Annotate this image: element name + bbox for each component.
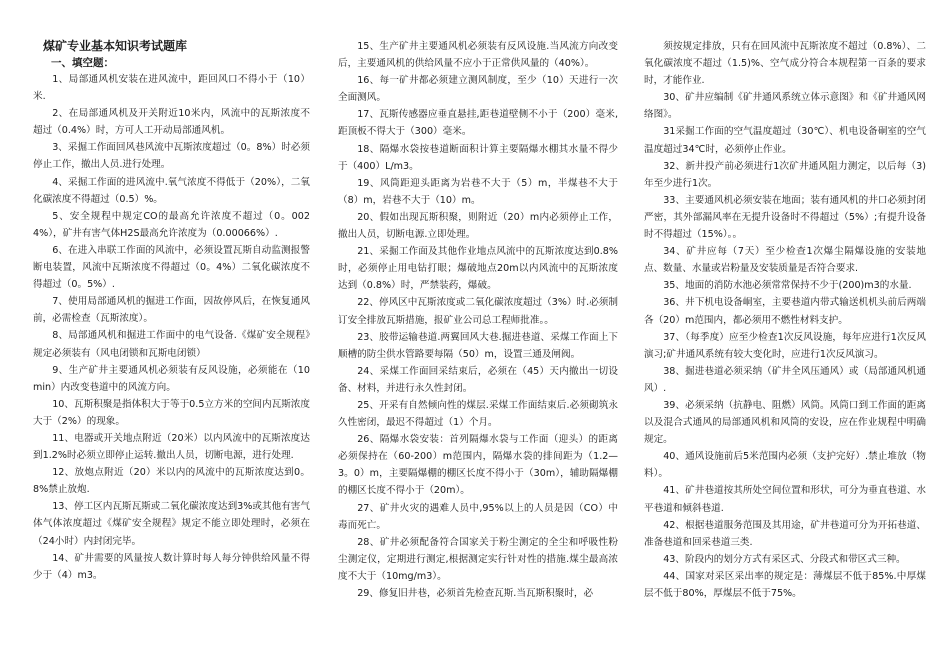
question-item: 29、修复旧井巷，必须首先检查瓦斯.当瓦斯积聚时，必 [357, 588, 594, 599]
question-item: 32、新井投产前必须进行1次矿井通风阻力测定，以后每（3)年至少进行1次。 [644, 160, 926, 189]
question-item: 39、必须采纳（抗静电、阻燃）风筒。风筒口到工作面的距离以及混合式通风的局部通风机和风筒的安设，应在作业规程中明确规定。 [644, 399, 926, 446]
question-item: 22、停风区中瓦斯浓度或二氧化碳浓度超过（3%）时.必须制订安全排放瓦斯措施，报矿业公司总工程师批准。。 [338, 297, 618, 326]
question-item: 须按规定排放，只有在回风流中瓦斯浓度不超过（0.8%）、二氧化碳浓度不超过（1.5)%、空气成分符合本规程第一百条的要求时，才能作业. [644, 41, 926, 87]
question-item: 43、阶段内的划分方式有采区式、分段式和带区式三种。 [663, 553, 906, 565]
question-item: 28、矿井必须配备符合国家关于粉尘测定的全尘和呼吸性粉尘测定仪，定期进行测定,根据测定实行针对性的措施.煤尘最高浓度不大于（10mg/m3）。 [338, 536, 618, 582]
question-item: 27、矿井火灾的遇难人员中,95%以上的人员是因（CO）中毒而死亡。 [338, 502, 618, 531]
question-item: 7、使用局部通风机的掘进工作面，因故停风后，在恢复通风前，必需检查（瓦斯浓度）。 [33, 296, 310, 325]
question-item: 11、电器或开关地点附近（20米）以内风流中的瓦斯浓度达到1.2%时必须立即停止运转.撤出人员，切断电源，进行处理. [33, 432, 310, 462]
question-item: 13、停工区内瓦斯瓦斯或二氧化碳浓度达到3%或其他有害气体气体浓度超过《煤矿安全规程》规定不能立即处理时，必须在（24小时）内封闭完毕。 [33, 501, 310, 547]
question-item: 4、采掘工作面的进风流中.氧气浓度不得低于（20%），二氧化碳浓度不得超过（0.5）%。 [33, 176, 310, 205]
question-item: 40、通风设施前后5米范围内必须（支护完好）.禁止堆放（物料）。 [644, 451, 926, 480]
question-item: 14、矿井需要的风量按人数计算时每人每分钟供给风量不得少于（4）m3。 [33, 552, 310, 581]
question-item: 10、瓦斯积聚是指体积大于等于0.5立方米的空间内瓦斯浓度大于（2%）的现象。 [33, 398, 310, 427]
question-item: 17、瓦斯传感器应垂直悬挂,距巷道壁侧不小于（200）毫米,距顶板不得大于（300）毫米。 [338, 109, 618, 138]
question-item: 26、隔爆水袋安装：首列隔爆水袋与工作面（迎头）的距离必须保持在（60-200）m范围内，隔爆水袋的排间距为（1.2—3。0）m，主要隔爆棚的棚区长度不得小于（30m），辅助隔爆棚的棚区长度不得小于（20m）。 [338, 434, 618, 497]
question-item: 34、矿井应每（7天）至少检查1次爆尘隔爆设施的安装地点、数量、水量或岩粉量及安装质量是否符合要求. [644, 246, 926, 275]
question-item: 33、主要通风机必须安装在地面；装有通风机的井口必须封闭严密，其外部漏风率在无提升设备时不得超过（5%）;有提升设备时不得超过（15%）。。 [644, 194, 926, 241]
document-title: 煤矿专业基本知识考试题库 [43, 39, 188, 53]
question-item: 36、井下机电设备峒室，主要巷道内带式输送机机头前后两端各（20）m范围内，都必须用不燃性材料支护。 [644, 297, 926, 326]
question-item: 25、开采有自然倾向性的煤层.采煤工作面结束后.必须砌筑永久性密闭，最迟不得超过（1）个月。 [338, 399, 618, 429]
question-item: 20、假如出现瓦斯积聚，则附近（20）m内必须停止工作，撤出人员，切断电源.立即处理。 [338, 211, 618, 241]
question-item: 38、掘进巷道必须采纳（矿井全风压通风）或（局部通风机通风）. [644, 365, 926, 394]
question-item: 19、风筒距迎头距离为岩巷不大于（5）m，半煤巷不大于（8）m，岩巷不大于（10）m。 [338, 177, 618, 206]
question-item: 9、生产矿井主要通风机必须装有反风设施，必须能在（10min）内改变巷道中的风流方向。 [33, 364, 310, 393]
question-list-middle [338, 38, 618, 602]
question-item: 18、隔爆水袋按巷道断面积计算主要隔爆水棚其水量不得少于（400）L/m3。 [338, 143, 618, 172]
question-item: 31采掘工作面的空气温度超过（30℃）、机电设备硐室的空气温度超过34℃时，必须停止作业。 [644, 126, 926, 155]
question-item: 35、地面的消防水池必须常常保持不少于(200)m3的水量. [663, 280, 912, 292]
question-item: 15、生产矿井主要通风机必须装有反风设施.当风流方向改变后，主要通风机的供给风量不应小于正常供风量的（40%）。 [338, 41, 618, 70]
question-item: 23、胶带运输巷道.两翼回风大巷.掘进巷道、采煤工作面上下顺槽的防尘供水管路要每隔（50）m，设置三通及闸阀。 [338, 331, 618, 360]
column-middle [338, 38, 618, 602]
question-item: 5、安全规程中规定CO的最高允许浓度不超过（0。0024%），矿井有害气体H2S最高允许浓度为（0.00066%）. [33, 210, 310, 239]
question-item: 6、在进入串联工作面的风流中，必须设置瓦斯自动监测报警断电装置，风流中瓦斯浓度不得超过（0。4%）二氧化碳浓度不得超过（0。5%）. [33, 244, 310, 291]
question-item: 37、（每季度）应至少检查1次反风设施，每年应进行1次反风演习;矿井通风系统有较大变化时，应进行1次反风演习。 [644, 331, 926, 360]
question-list-right [644, 38, 926, 602]
column-left [33, 38, 310, 584]
question-item: 2、在局部通风机及开关附近10米内，风流中的瓦斯浓度不超过（0.4%）时，方可人工开动局部通风机。 [33, 108, 310, 137]
question-item: 30、矿井应编制《矿井通风系统立体示意图》和《矿井通风网络图》。 [644, 92, 926, 121]
question-item: 16、每一矿井都必须建立测风制度，至少（10）天进行一次全面测风。 [338, 75, 618, 104]
question-list-left [33, 71, 310, 584]
question-item: 8、局部通风机和掘进工作面中的电气设备.《煤矿安全规程》规定必须装有（风电闭锁和瓦斯电闭锁） [33, 330, 310, 359]
section-heading: 一、填空题： [51, 57, 114, 69]
question-item: 1、局部通风机安装在进风流中，距回风口不得小于（10）米. [33, 74, 310, 103]
question-item: 3、采掘工作面回风巷风流中瓦斯浓度超过（0。8%）时必须停止工作，撤出人员.进行处理。 [33, 142, 310, 171]
question-item: 42、根据巷道服务范围及其用途，矿井巷道可分为开拓巷道、准备巷道和回采巷道三类. [644, 519, 926, 548]
question-item: 41、矿井巷道按其所处空间位置和形状，可分为垂直巷道、水平巷道和倾斜巷道. [644, 485, 926, 514]
column-right [644, 38, 926, 602]
question-item: 21、采掘工作面及其他作业地点风流中的瓦斯浓度达到0.8%时，必须停止用电钻打眼；爆破地点20m以内风流中的瓦斯浓度达到（0.8%）时，严禁装药，爆破。 [338, 246, 618, 292]
question-item: 24、采煤工作面回采结束后，必须在（45）天内撤出一切设备、材料，并进行永久性封闭。 [338, 365, 618, 394]
question-item: 12、放炮点附近（20）米以内的风流中的瓦斯浓度达到0。8%禁止放炮. [33, 467, 310, 496]
question-item: 44、国家对采区采出率的规定是：薄煤层不低于85%.中厚煤层不低于80%，厚煤层不低于75%。 [644, 570, 926, 599]
